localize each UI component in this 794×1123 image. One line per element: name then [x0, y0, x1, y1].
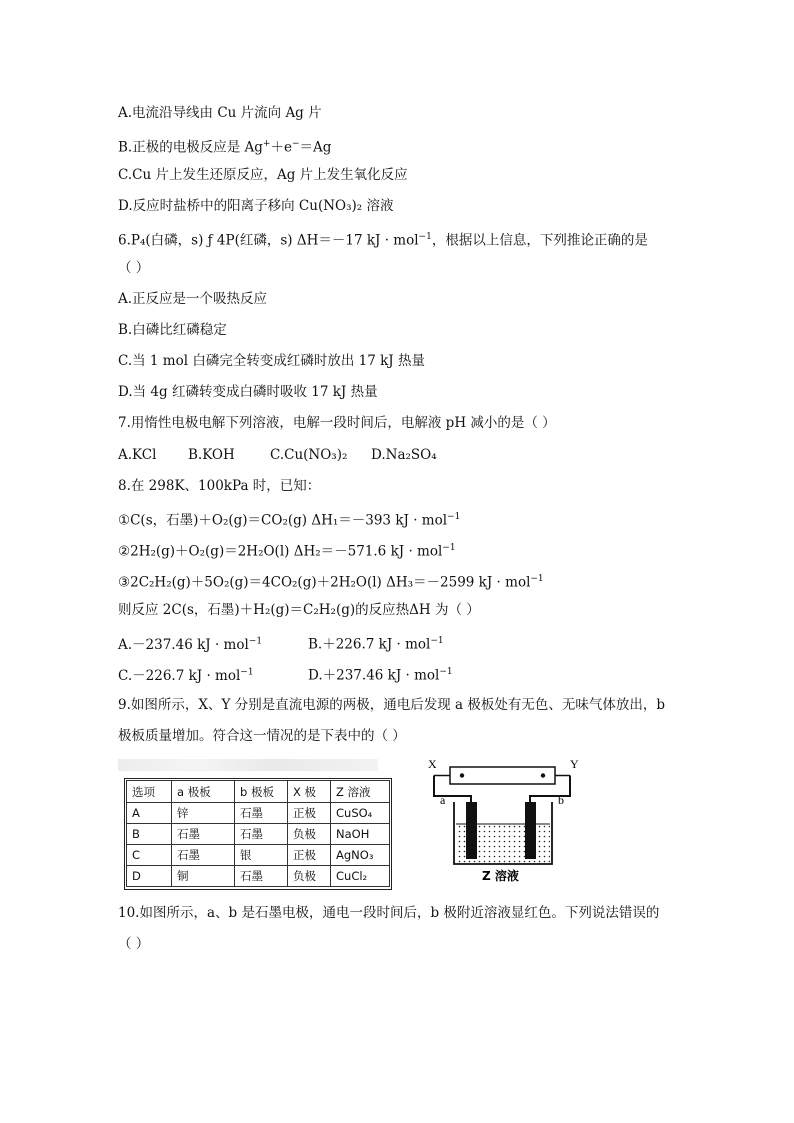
- table-cell: 负极: [288, 866, 331, 887]
- q7-option-a: A.KCl: [118, 447, 157, 463]
- q5-option-c: C.Cu 片上发生还原反应，Ag 片上发生氧化反应: [118, 167, 408, 183]
- solution-caption: Z 溶液: [482, 869, 519, 883]
- q5-option-b: B.正极的电极反应是 Ag+＋e−＝Ag: [118, 139, 332, 156]
- q6-stem: 6.P₄(白磷，s) ƒ 4P(红磷，s) ΔH＝－17 kJ · mol$^{-1}$，根据以上信息，下列推论正确的是: [118, 232, 648, 249]
- table-header: a 极板: [172, 781, 235, 803]
- power-supply-box: [450, 767, 555, 784]
- table-cell: 铜: [172, 866, 235, 887]
- q8-question: 则反应 2C(s，石墨)＋H₂(g)＝C₂H₂(g)的反应热ΔH 为（ ）: [118, 602, 480, 618]
- table-cell: 石墨: [172, 824, 235, 845]
- q7-option-b: B.KOH: [188, 447, 235, 463]
- table-header: b 极板: [235, 781, 288, 803]
- terminal-y-dot: [541, 773, 545, 777]
- table-cell: A: [127, 803, 172, 824]
- table-cell: CuCl₂: [331, 866, 390, 887]
- table-cell: D: [127, 866, 172, 887]
- table-row: [127, 845, 390, 866]
- q7-option-c: C.Cu(NO₃)₂: [270, 447, 348, 463]
- table-cell: 负极: [288, 824, 331, 845]
- electrode-b: [525, 802, 536, 859]
- q8-option-a: A.－237.46 kJ · mol$^{-1}$: [118, 636, 263, 653]
- q7-stem: 7.用惰性电极电解下列溶液，电解一段时间后，电解液 pH 减小的是（ ）: [118, 415, 556, 431]
- label-b: b: [558, 793, 564, 807]
- table-header: 选项: [127, 781, 172, 803]
- table-cell: 石墨: [235, 803, 288, 824]
- electrode-a: [466, 802, 477, 859]
- q7-option-d: D.Na₂SO₄: [371, 447, 437, 463]
- q6-option-b: B.白磷比红磷稳定: [118, 322, 227, 338]
- table-cell: 正极: [288, 845, 331, 866]
- terminal-x-dot: [460, 773, 464, 777]
- q5-option-a: A.电流沿导线由 Cu 片流向 Ag 片: [118, 105, 322, 121]
- q9-options-table: [126, 780, 390, 887]
- q8-options-row-1: [118, 632, 444, 654]
- electrolysis-diagram: [422, 754, 592, 884]
- table-row: [127, 866, 390, 887]
- q9-stem-line-2: 极板质量增加。符合这一情况的是下表中的（ ）: [118, 728, 406, 744]
- q6-option-c: C.当 1 mol 白磷完全转变成红磷时放出 17 kJ 热量: [118, 353, 425, 369]
- table-cell: AgNO₃: [331, 845, 390, 866]
- label-y: Y: [570, 757, 579, 771]
- q8-equation-1: ①C(s，石墨)＋O₂(g)＝CO₂(g) ΔH₁＝－393 kJ · mol$^{-1}$: [118, 512, 461, 529]
- q8-option-d: D.＋237.46 kJ · mol$^{-1}$: [308, 667, 453, 684]
- table-cell: 银: [235, 845, 288, 866]
- q8-option-c: C.－226.7 kJ · mol$^{-1}$: [118, 667, 254, 684]
- table-header-row: [127, 781, 390, 803]
- table-cell: 石墨: [172, 845, 235, 866]
- q8-equation-3: ③2C₂H₂(g)＋5O₂(g)＝4CO₂(g)＋2H₂O(l) ΔH₃＝－2599 kJ · mol$^{-1}$: [118, 574, 544, 591]
- table-cell: 锌: [172, 803, 235, 824]
- q5-option-d: D.反应时盐桥中的阳离子移向 Cu(NO₃)₂ 溶液: [118, 198, 394, 214]
- q6-option-d: D.当 4g 红磷转变成白磷时吸收 17 kJ 热量: [118, 384, 378, 400]
- q8-option-b: B.＋226.7 kJ · mol$^{-1}$: [308, 636, 444, 653]
- table-cell: NaOH: [331, 824, 390, 845]
- table-cell: B: [127, 824, 172, 845]
- q8-stem: 8.在 298K、100kPa 时，已知：: [118, 478, 321, 494]
- table-cell: 石墨: [235, 866, 288, 887]
- table-cell: C: [127, 845, 172, 866]
- table-row: [127, 803, 390, 824]
- label-a: a: [440, 793, 446, 807]
- q8-equation-2: ②2H₂(g)＋O₂(g)＝2H₂O(l) ΔH₂＝－571.6 kJ · mol$^{-1}$: [118, 543, 456, 560]
- q6-answer-blank: （ ）: [118, 260, 150, 276]
- table-header: Z 溶液: [331, 781, 390, 803]
- q10-stem: 10.如图所示，a、b 是石墨电极，通电一段时间后，b 极附近溶液显红色。下列说法错误的: [118, 905, 660, 921]
- scan-smudge: [118, 759, 378, 771]
- q10-answer-blank: （ ）: [118, 936, 150, 952]
- q9-stem-line-1: 9.如图所示，X、Y 分别是直流电源的两极，通电后发现 a 极板处有无色、无味气体放出，b: [118, 697, 665, 713]
- table-header: X 极: [288, 781, 331, 803]
- table-row: [127, 824, 390, 845]
- label-x: X: [428, 757, 437, 771]
- table-cell: CuSO₄: [331, 803, 390, 824]
- q8-options-row-2: [118, 663, 453, 685]
- q6-option-a: A.正反应是一个吸热反应: [118, 291, 268, 307]
- table-cell: 石墨: [235, 824, 288, 845]
- table-cell: 正极: [288, 803, 331, 824]
- q7-options: [118, 446, 437, 464]
